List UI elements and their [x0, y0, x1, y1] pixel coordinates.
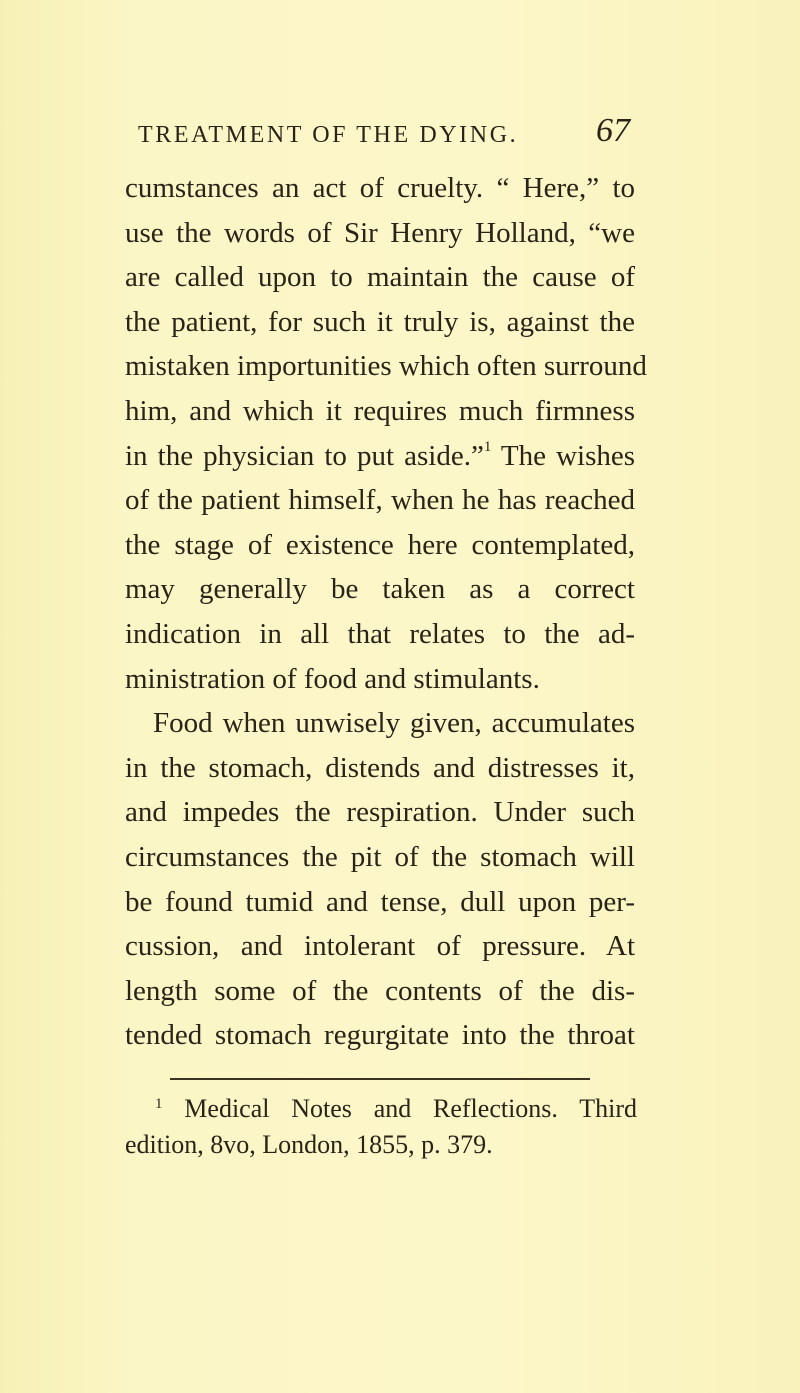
- text-line: cussion, and intolerant of pressure. At: [125, 930, 635, 963]
- text-line: may generally be taken as a correct: [125, 573, 635, 606]
- text-line: of the patient himself, when he has reached: [125, 484, 635, 517]
- text-line: and impedes the respiration. Under such: [125, 796, 635, 829]
- footnote-line: edition, 8vo, London, 1855, p. 379.: [125, 1130, 493, 1159]
- text-segment: The wishes: [500, 439, 636, 472]
- footnote-reference: 1: [483, 438, 492, 455]
- footnote-line: [125, 1091, 637, 1127]
- paragraph-start-line: Food when unwisely given, accumulates: [153, 707, 635, 740]
- body-text: [125, 166, 647, 1058]
- text-line: tended stomach regurgitate into the throat: [125, 1019, 635, 1052]
- text-line: the stage of existence here contemplated,: [125, 528, 635, 561]
- text-line: mistaken importunities which often surround: [125, 350, 647, 383]
- footnote-marker: 1: [155, 1096, 163, 1112]
- text-line: ministration of food and stimulants.: [125, 662, 540, 695]
- text-line: use the words of Sir Henry Holland, “we: [125, 216, 635, 249]
- text-line: him, and which it requires much firmness: [125, 394, 635, 427]
- page-number: 67: [596, 112, 630, 149]
- text-line: circumstances the pit of the stomach will: [125, 840, 635, 873]
- text-line: are called upon to maintain the cause of: [125, 261, 635, 294]
- footnote-divider: [170, 1078, 590, 1080]
- footnote: [125, 1091, 637, 1163]
- text-segment: in the physician to put aside.”: [125, 439, 484, 472]
- running-head: [138, 112, 658, 158]
- text-line: cumstances an act of cruelty. “ Here,” to: [125, 172, 635, 204]
- text-line: be found tumid and tense, dull upon per-: [125, 885, 635, 918]
- text-line: in the stomach, distends and distresses it,: [125, 751, 635, 784]
- text-line: indication in all that relates to the ad-: [125, 617, 635, 650]
- text-line: [125, 434, 635, 479]
- footnote-text: Medical Notes and Reflections. Third: [184, 1094, 637, 1123]
- running-title: TREATMENT OF THE DYING.: [138, 122, 519, 148]
- text-line: length some of the contents of the dis-: [125, 974, 635, 1007]
- text-line: the patient, for such it truly is, against the: [125, 305, 635, 338]
